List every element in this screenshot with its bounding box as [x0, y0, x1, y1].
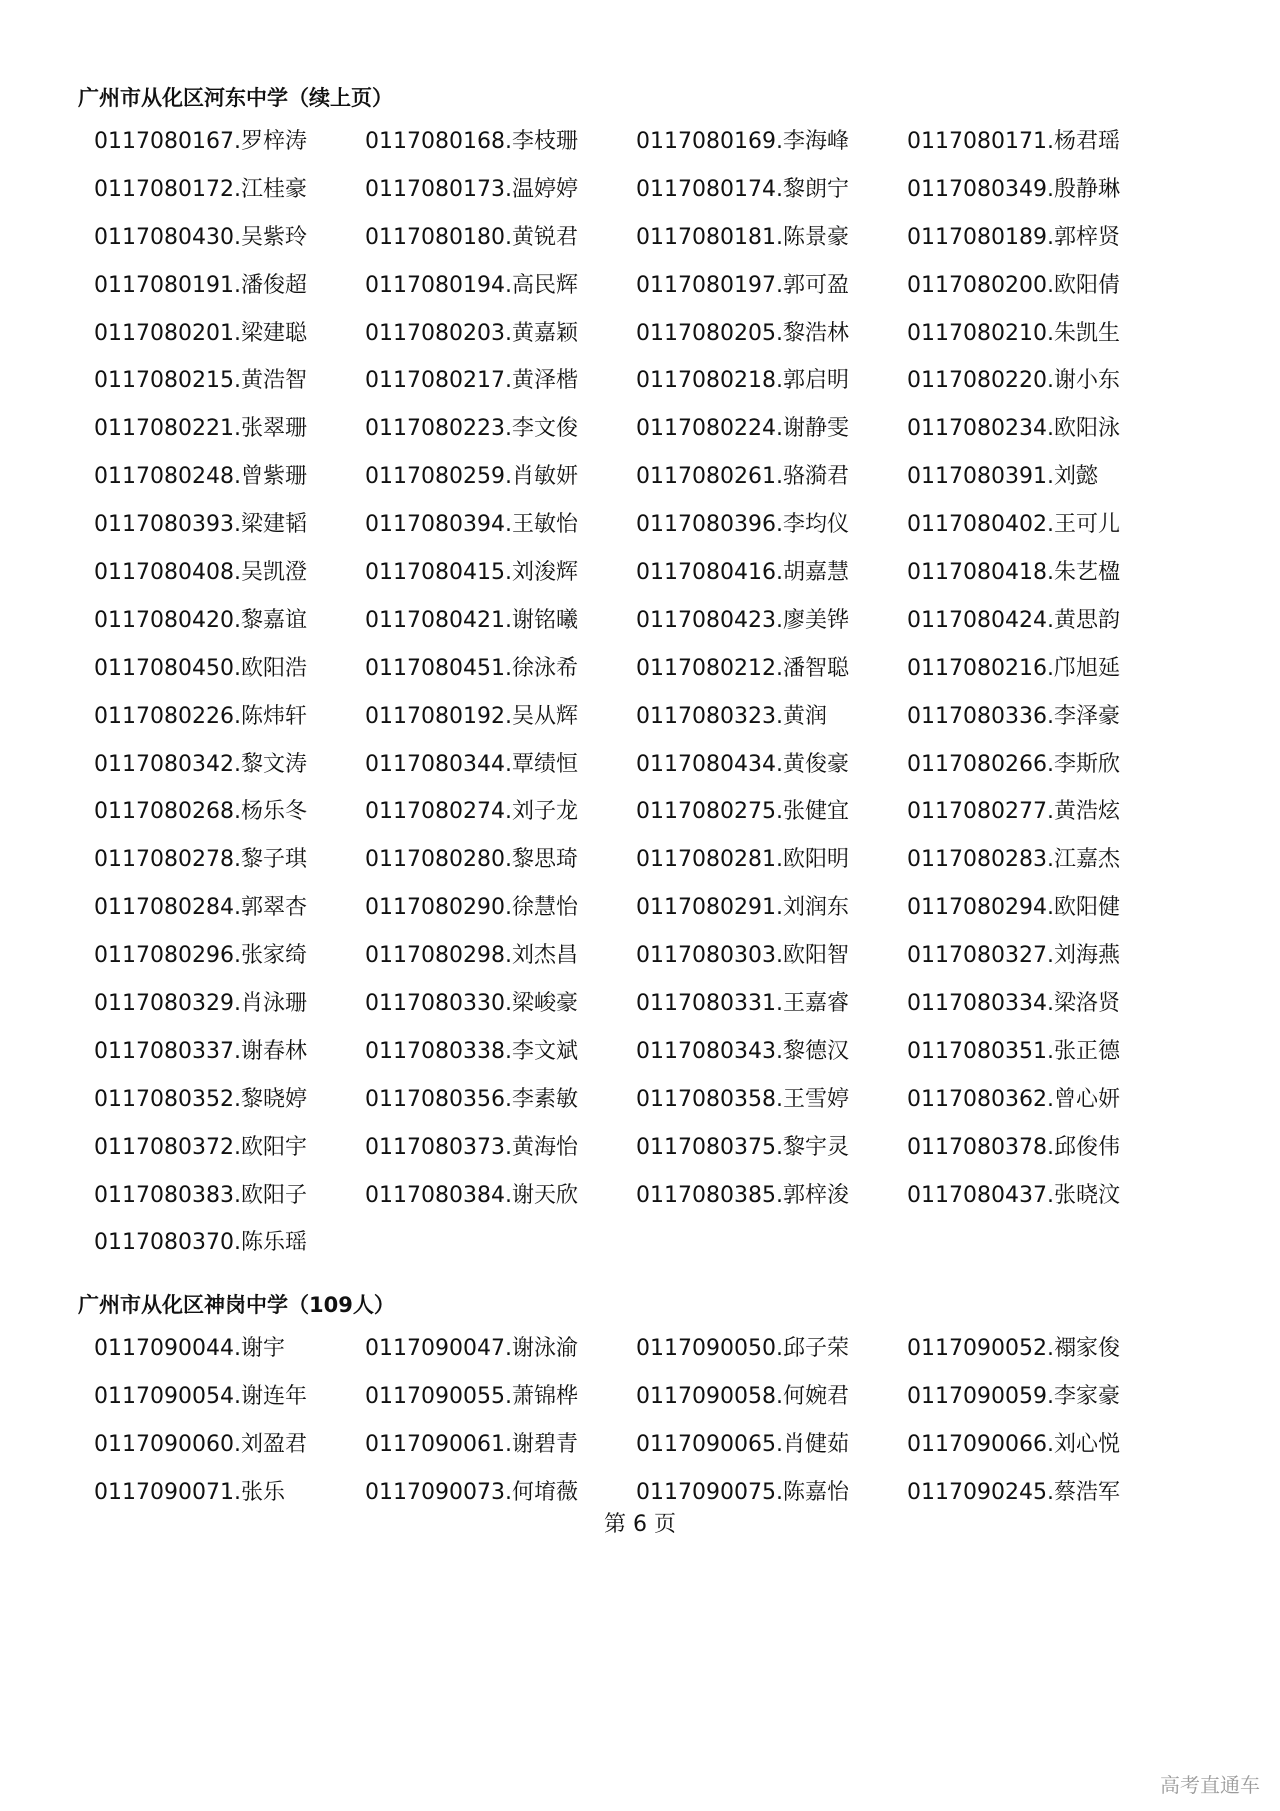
student-entry: 0117080180.黄锐君 [365, 224, 578, 250]
student-entry: 0117080430.吴紫玲 [94, 224, 307, 250]
student-entry: 0117080259.肖敏妍 [365, 464, 578, 490]
student-entry: 0117080168.李枝珊 [365, 129, 578, 154]
student-entry: 0117080167.罗梓涛 [94, 129, 307, 154]
student-entry: 0117090054.谢连年 [94, 1383, 307, 1409]
student-entry: 0117080205.黎浩林 [636, 320, 849, 346]
student-entry: 0117080218.郭启明 [636, 368, 849, 394]
student-entry: 0117080337.谢春林 [94, 1038, 307, 1064]
student-entry: 0117080223.李文俊 [365, 416, 578, 442]
student-entry: 0117080203.黄嘉颖 [365, 320, 578, 346]
student-entry: 0117080200.欧阳倩 [907, 272, 1120, 298]
student-entry: 0117080221.张翠珊 [94, 416, 307, 442]
student-entry: 0117080189.郭梓贤 [907, 224, 1120, 250]
student-entry: 0117080349.殷静琳 [907, 176, 1120, 202]
student-entry: 0117080290.徐慧怡 [365, 895, 578, 921]
student-entry: 0117080274.刘子龙 [365, 799, 578, 825]
student-entry: 0117080329.肖泳珊 [94, 991, 307, 1017]
student-entry: 0117080402.王可儿 [907, 512, 1120, 538]
student-entry: 0117080275.张健宜 [636, 799, 849, 825]
student-entry: 0117090058.何婉君 [636, 1383, 849, 1409]
watermark-text: 高考直通车 [1160, 1773, 1260, 1797]
student-entry: 0117080216.邝旭延 [907, 655, 1120, 681]
student-entry: 0117080384.谢天欣 [365, 1182, 578, 1208]
student-entry: 0117080330.梁峻豪 [365, 991, 578, 1017]
section-title: 广州市从化区河东中学（续上页） [78, 86, 393, 110]
student-entry: 0117080424.黄思韵 [907, 607, 1120, 633]
student-entry: 0117080437.张晓汶 [907, 1182, 1120, 1208]
student-list [94, 1325, 1280, 1517]
student-entry: 0117080215.黄浩智 [94, 368, 307, 394]
student-entry: 0117080434.黄俊豪 [636, 751, 849, 777]
student-entry: 0117080373.黄海怡 [365, 1134, 578, 1160]
student-entry: 0117080394.王敏怡 [365, 512, 578, 538]
student-entry: 0117080396.李均仪 [636, 512, 849, 538]
student-entry: 0117080342.黎文涛 [94, 751, 307, 777]
student-entry: 0117080217.黄泽楷 [365, 368, 578, 394]
student-entry: 0117080385.郭梓浚 [636, 1182, 849, 1208]
student-entry: 0117080393.梁建韬 [94, 512, 307, 538]
student-entry: 0117080210.朱凯生 [907, 320, 1120, 346]
student-entry: 0117090066.刘心悦 [907, 1431, 1120, 1457]
student-entry: 0117080192.吴从辉 [365, 703, 578, 729]
student-entry: 0117080358.王雪婷 [636, 1086, 849, 1112]
school-section-hedong [0, 78, 1280, 1267]
student-entry: 0117080327.刘海燕 [907, 943, 1120, 969]
student-entry: 0117080191.潘俊超 [94, 272, 307, 298]
student-entry: 0117080296.张家绮 [94, 943, 307, 969]
student-entry: 0117080174.黎朗宁 [636, 176, 849, 202]
student-entry: 0117080336.李泽豪 [907, 703, 1120, 729]
student-entry: 0117080352.黎晓婷 [94, 1086, 307, 1112]
student-entry: 0117080172.江桂豪 [94, 176, 307, 202]
student-entry: 0117080173.温婷婷 [365, 176, 578, 202]
student-entry: 0117080362.曾心妍 [907, 1086, 1120, 1112]
student-entry: 0117090052.禤家俊 [907, 1336, 1120, 1361]
student-entry: 0117080291.刘润东 [636, 895, 849, 921]
student-entry: 0117090071.张乐 [94, 1479, 285, 1505]
student-entry: 0117080383.欧阳子 [94, 1182, 307, 1208]
student-entry: 0117080298.刘杰昌 [365, 943, 578, 969]
student-entry: 0117080303.欧阳智 [636, 943, 849, 969]
school-section-shengang [0, 1285, 1280, 1517]
student-entry: 0117080334.梁洛贤 [907, 991, 1120, 1017]
student-entry: 0117090075.陈嘉怡 [636, 1479, 849, 1505]
student-entry: 0117090065.肖健茹 [636, 1431, 849, 1457]
student-entry: 0117080415.刘浚辉 [365, 560, 578, 586]
student-entry: 0117080421.谢铭曦 [365, 607, 578, 633]
student-entry: 0117080248.曾紫珊 [94, 464, 307, 490]
student-entry: 0117080450.欧阳浩 [94, 655, 307, 681]
student-entry: 0117080408.吴凯澄 [94, 560, 307, 586]
student-entry: 0117080331.王嘉睿 [636, 991, 849, 1017]
student-entry: 0117080224.谢静雯 [636, 416, 849, 442]
student-entry: 0117080194.高民辉 [365, 272, 578, 298]
section-title: 广州市从化区神岗中学（109人） [78, 1293, 395, 1317]
student-entry: 0117090245.蔡浩军 [907, 1479, 1120, 1505]
student-entry: 0117090050.邱子荣 [636, 1336, 849, 1361]
page-number: 第 6 页 [604, 1512, 676, 1537]
student-entry: 0117080375.黎宇灵 [636, 1134, 849, 1160]
student-entry: 0117080370.陈乐瑶 [94, 1230, 307, 1256]
student-entry: 0117080338.李文斌 [365, 1038, 578, 1064]
student-entry: 0117080197.郭可盈 [636, 272, 849, 298]
student-entry: 0117080423.廖美铧 [636, 607, 849, 633]
student-entry: 0117080278.黎子琪 [94, 847, 307, 873]
student-entry: 0117080351.张正德 [907, 1038, 1120, 1064]
student-entry: 0117080343.黎德汉 [636, 1038, 849, 1064]
student-entry: 0117080372.欧阳宇 [94, 1134, 307, 1160]
student-entry: 0117080418.朱艺楹 [907, 560, 1120, 586]
student-entry: 0117080234.欧阳泳 [907, 416, 1120, 442]
student-entry: 0117080171.杨君瑶 [907, 129, 1120, 154]
student-entry: 0117080181.陈景豪 [636, 224, 849, 250]
student-entry: 0117080284.郭翠杏 [94, 895, 307, 921]
student-entry: 0117080226.陈炜轩 [94, 703, 307, 729]
student-entry: 0117080220.谢小东 [907, 368, 1120, 394]
student-entry: 0117080283.江嘉杰 [907, 847, 1120, 873]
student-entry: 0117080201.梁建聪 [94, 320, 307, 346]
student-entry: 0117080261.骆漪君 [636, 464, 849, 490]
student-entry: 0117080416.胡嘉慧 [636, 560, 849, 586]
student-entry: 0117080323.黄润 [636, 703, 827, 729]
student-entry: 0117090055.萧锦桦 [365, 1383, 578, 1409]
student-list [94, 118, 1280, 1267]
student-entry: 0117080378.邱俊伟 [907, 1134, 1120, 1160]
student-entry: 0117090047.谢泳渝 [365, 1336, 578, 1361]
student-entry: 0117090073.何堉薇 [365, 1479, 578, 1505]
student-entry: 0117080169.李海峰 [636, 129, 849, 154]
student-entry: 0117080344.覃绩恒 [365, 751, 578, 777]
student-entry: 0117080277.黄浩炫 [907, 799, 1120, 825]
student-entry: 0117090061.谢碧青 [365, 1431, 578, 1457]
student-entry: 0117080281.欧阳明 [636, 847, 849, 873]
student-entry: 0117090060.刘盈君 [94, 1431, 307, 1457]
student-entry: 0117080268.杨乐冬 [94, 799, 307, 825]
student-entry: 0117080451.徐泳希 [365, 655, 578, 681]
student-entry: 0117080280.黎思琦 [365, 847, 578, 873]
student-entry: 0117080294.欧阳健 [907, 895, 1120, 921]
student-entry: 0117080391.刘懿 [907, 464, 1098, 490]
student-entry: 0117090044.谢宇 [94, 1336, 285, 1361]
student-entry: 0117090059.李家豪 [907, 1383, 1120, 1409]
student-entry: 0117080212.潘智聪 [636, 655, 849, 681]
student-entry: 0117080356.李素敏 [365, 1086, 578, 1112]
student-entry: 0117080266.李斯欣 [907, 751, 1120, 777]
student-entry: 0117080420.黎嘉谊 [94, 607, 307, 633]
